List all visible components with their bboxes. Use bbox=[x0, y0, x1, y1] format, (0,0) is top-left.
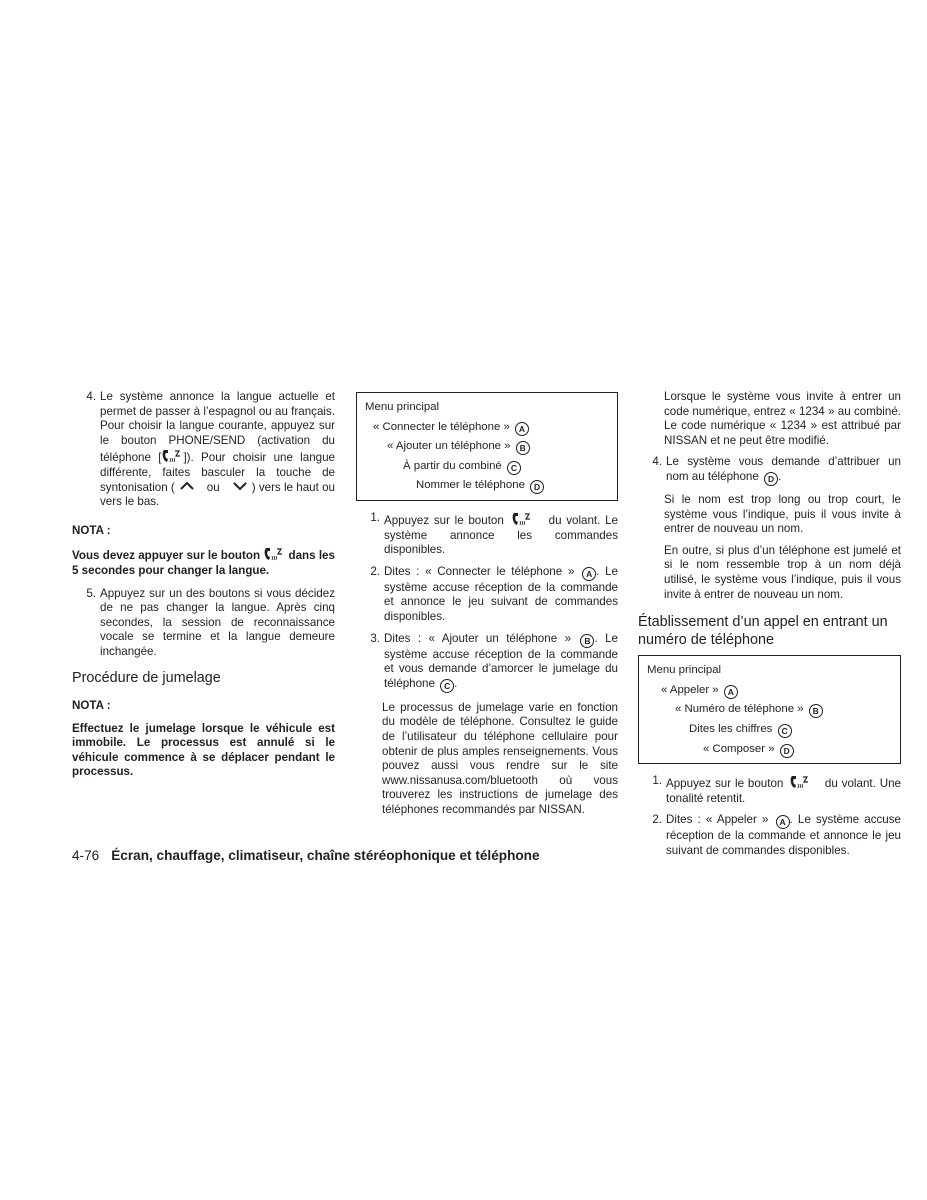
paragraph: Lorsque le système vous invite à entrer un code numérique, entrez « 1234 » au combiné. Le code numérique « 1234 » est attribué par NISSAN et ne peut être modifié. bbox=[664, 390, 901, 447]
paragraph: Le processus de jumelage varie en fonction du modèle de téléphone. Consultez le guide de l’utilisateur du téléphone cellulaire pour obtenir de plus amples renseignements. Vous pouvez aussi vous rendre sur le site www.nissanusa.com/bluetooth où vous trouverez les instructions de jumelage des téléphones recommandés par NISSAN. bbox=[382, 700, 618, 816]
circled-letter-marker: D bbox=[780, 744, 794, 758]
list-text: Appuyez sur le bouton du volant. Le système annonce les commandes disponibles. bbox=[380, 511, 618, 558]
menu-line: « Appeler » A bbox=[647, 681, 892, 701]
list-item-5 bbox=[72, 587, 335, 660]
menu-line: « Numéro de téléphone » B bbox=[647, 700, 892, 720]
circled-letter-marker: C bbox=[440, 679, 454, 693]
list-item-3 bbox=[356, 632, 618, 693]
chapter-title: Écran, chauffage, climatiseur, chaîne stéréophonique et téléphone bbox=[111, 848, 540, 863]
menu-line: Dites les chiffres C bbox=[647, 720, 892, 740]
list-number: 4. bbox=[86, 390, 96, 403]
list-text: Dites : « Ajouter un téléphone » B . Le système accuse réception de la commande et vous demande d’amorcer le jumelage du téléphone C . bbox=[384, 631, 618, 691]
chevron-up-icon bbox=[175, 481, 199, 491]
list-item-1 bbox=[356, 511, 618, 558]
page-footer bbox=[72, 847, 540, 864]
list-item-4 bbox=[638, 455, 901, 486]
circled-letter-marker: C bbox=[778, 724, 792, 738]
menu-tree-box bbox=[356, 392, 618, 501]
list-number: 1. bbox=[370, 510, 380, 524]
nota-text: Vous devez appuyer sur le bouton dans les 5 secondes pour changer la langue. bbox=[72, 546, 335, 578]
circled-letter-marker: A bbox=[776, 815, 790, 829]
circled-letter-marker: B bbox=[580, 634, 594, 648]
list-number: 2. bbox=[370, 564, 380, 578]
list-text: Dites : « Appeler » A . Le système accuse réception de la commande et annonce le jeu suivant de commandes disponibles. bbox=[666, 813, 901, 857]
column-right bbox=[638, 390, 901, 865]
phone-send-icon bbox=[263, 546, 285, 562]
list-item-2 bbox=[638, 813, 901, 858]
list-number: 5. bbox=[86, 586, 96, 600]
menu-line: Nommer le téléphone D bbox=[365, 476, 609, 496]
list-item-1 bbox=[638, 774, 901, 806]
section-heading: Procédure de jumelage bbox=[72, 669, 221, 686]
list-text: Appuyez sur le bouton du volant. Une tonalité retentit. bbox=[662, 774, 901, 806]
menu-tree-box bbox=[638, 655, 901, 764]
list-item-4 bbox=[72, 390, 335, 510]
paragraph: Si le nom est trop long ou trop court, le système vous l’indique, puis il vous invite à entrer de nouveau un nom. bbox=[664, 492, 901, 536]
nota-label: NOTA : bbox=[72, 523, 111, 537]
circled-letter-marker: A bbox=[515, 422, 529, 436]
list-text: Le système annonce la langue actuelle et permet de passer à l’espagnol ou au français. Pour choisir la langue courante, appuyez sur le bouton PHONE/SEND (activation du téléphone [ ]). Pour choisir une langue différente, faites basculer la touche de syntonisation ( ou ) vers le haut ou vers le bas. bbox=[100, 390, 336, 509]
list-item-2 bbox=[356, 565, 618, 625]
menu-line: Menu principal bbox=[365, 401, 440, 413]
column-middle bbox=[356, 392, 618, 824]
circled-letter-marker: A bbox=[724, 685, 738, 699]
menu-line: « Connecter le téléphone » A bbox=[365, 418, 609, 438]
list-text: Dites : « Connecter le téléphone » A . Le système accuse réception de la commande et annonce le jeu suivant de commandes disponibles. bbox=[384, 564, 618, 623]
menu-line: Menu principal bbox=[647, 664, 722, 677]
circled-letter-marker: B bbox=[516, 441, 530, 455]
list-text: Appuyez sur un des boutons si vous décidez de ne pas changer la langue. Après cinq secondes, la session de reconnaissance vocale se termine et la langue demeure inchangée. bbox=[100, 586, 335, 658]
column-left bbox=[72, 390, 335, 788]
menu-line: À partir du combiné C bbox=[365, 457, 609, 477]
circled-letter-marker: D bbox=[530, 480, 544, 494]
circled-letter-marker: C bbox=[507, 461, 521, 475]
circled-letter-marker: D bbox=[764, 472, 778, 486]
menu-line: « Ajouter un téléphone » B bbox=[365, 437, 609, 457]
section-heading: Établissement d’un appel en entrant un numéro de téléphone bbox=[638, 614, 888, 648]
nota-label: NOTA : bbox=[72, 699, 111, 712]
chevron-down-icon bbox=[228, 481, 252, 491]
list-number: 2. bbox=[652, 813, 662, 827]
list-text: Le système vous demande d’attribuer un nom au téléphone D . bbox=[666, 455, 901, 484]
paragraph: En outre, si plus d’un téléphone est jumelé et si le nom ressemble trop à un nom déjà utilisé, le système vous l’indique, puis il vous invite à entrer de nouveau un nom. bbox=[664, 543, 901, 601]
list-number: 1. bbox=[652, 774, 662, 788]
phone-send-icon bbox=[161, 448, 183, 464]
phone-send-icon bbox=[509, 511, 535, 527]
circled-letter-marker: B bbox=[809, 704, 823, 718]
menu-line: « Composer » D bbox=[647, 740, 892, 760]
circled-letter-marker: A bbox=[582, 567, 596, 581]
nota-text: Effectuez le jumelage lorsque le véhicule est immobile. Le processus est annulé si le véhicule commence à se déplacer pendant le processus. bbox=[72, 721, 335, 779]
list-number: 4. bbox=[652, 455, 662, 469]
phone-send-icon bbox=[787, 774, 813, 790]
page-number: 4-76 bbox=[72, 848, 100, 863]
list-number: 3. bbox=[370, 631, 380, 645]
